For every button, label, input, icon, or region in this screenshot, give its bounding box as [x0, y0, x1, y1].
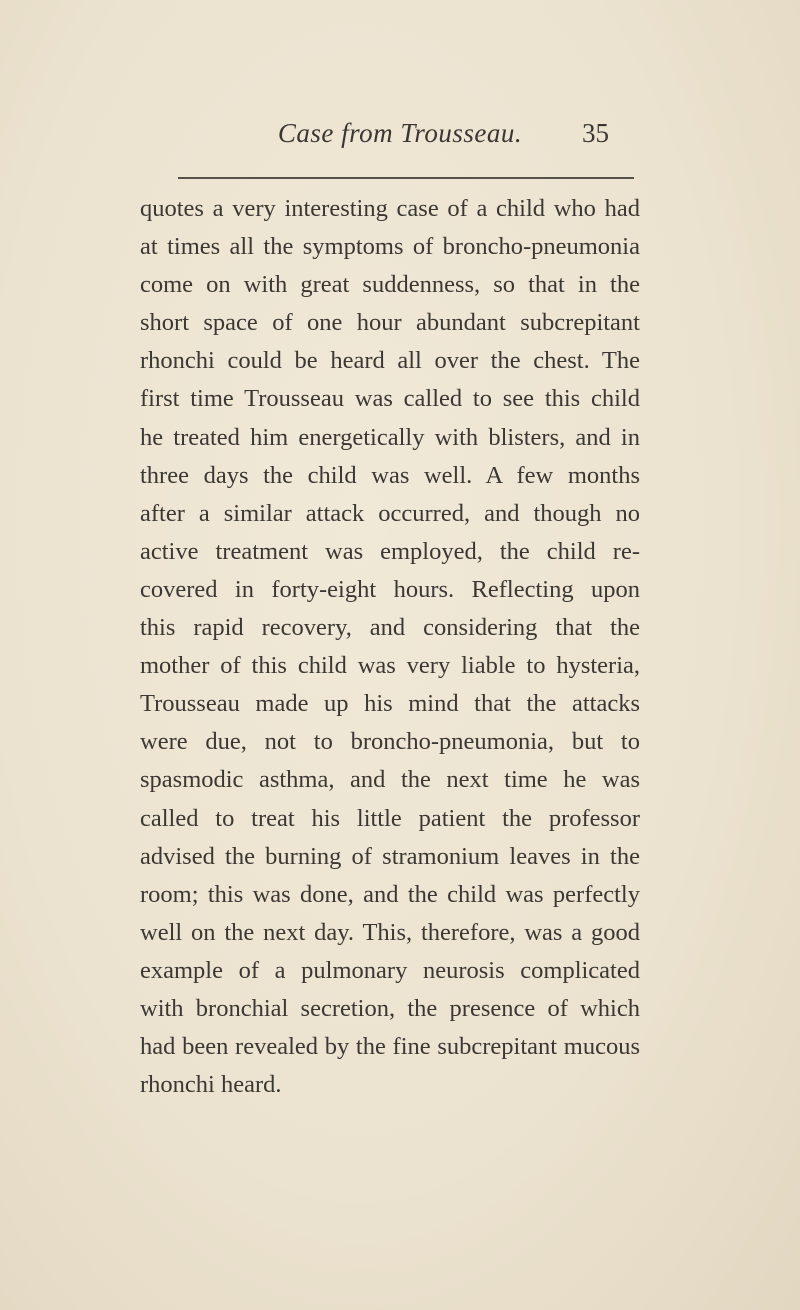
text-line: Trousseau made up his mind that the attacks [140, 690, 640, 718]
text-line: after a similar attack occurred, and though no [140, 499, 640, 527]
text-line: rhonchi could be heard all over the chest. The [140, 347, 640, 375]
body-paragraph [140, 190, 640, 1104]
text-line: advised the burning of stramonium leaves in the [140, 842, 640, 870]
text-line: example of a pulmonary neurosis complicated [140, 956, 640, 984]
text-line: called to treat his little patient the professor [140, 804, 640, 832]
text-line: active treatment was employed, the child re- [140, 537, 640, 565]
text-line: short space of one hour abundant subcrepitant [140, 309, 640, 337]
text-line: room; this was done, and the child was perfectly [140, 880, 640, 908]
text-line: quotes a very interesting case of a child who had [140, 195, 640, 222]
text-line: first time Trousseau was called to see this child [140, 385, 640, 413]
running-title: Case from Trousseau. [277, 118, 523, 148]
text-line: mother of this child was very liable to hysteria, [140, 652, 640, 680]
text-line: spasmodic asthma, and the next time he was [140, 766, 640, 794]
text-line: at times all the symptoms of broncho-pneumonia [140, 233, 640, 261]
text-line: three days the child was well. A few months [140, 461, 640, 489]
running-head [0, 118, 800, 158]
text-line: with bronchial secretion, the presence of which [140, 994, 640, 1022]
text-line: rhonchi heard. [140, 1071, 282, 1099]
text-line: this rapid recovery, and considering that the [140, 614, 640, 642]
header-rule [178, 177, 634, 179]
text-line: come on with great suddenness, so that in the [140, 271, 640, 299]
page-number: 35 [582, 118, 609, 148]
text-line: covered in forty-eight hours. Reflecting upon [140, 575, 640, 603]
text-line: were due, not to broncho-pneumonia, but to [140, 728, 640, 756]
text-line: had been revealed by the fine subcrepitant mucous [140, 1033, 640, 1061]
text-line: well on the next day. This, therefore, was a good [140, 918, 640, 946]
text-line: he treated him energetically with blisters, and in [140, 423, 640, 451]
